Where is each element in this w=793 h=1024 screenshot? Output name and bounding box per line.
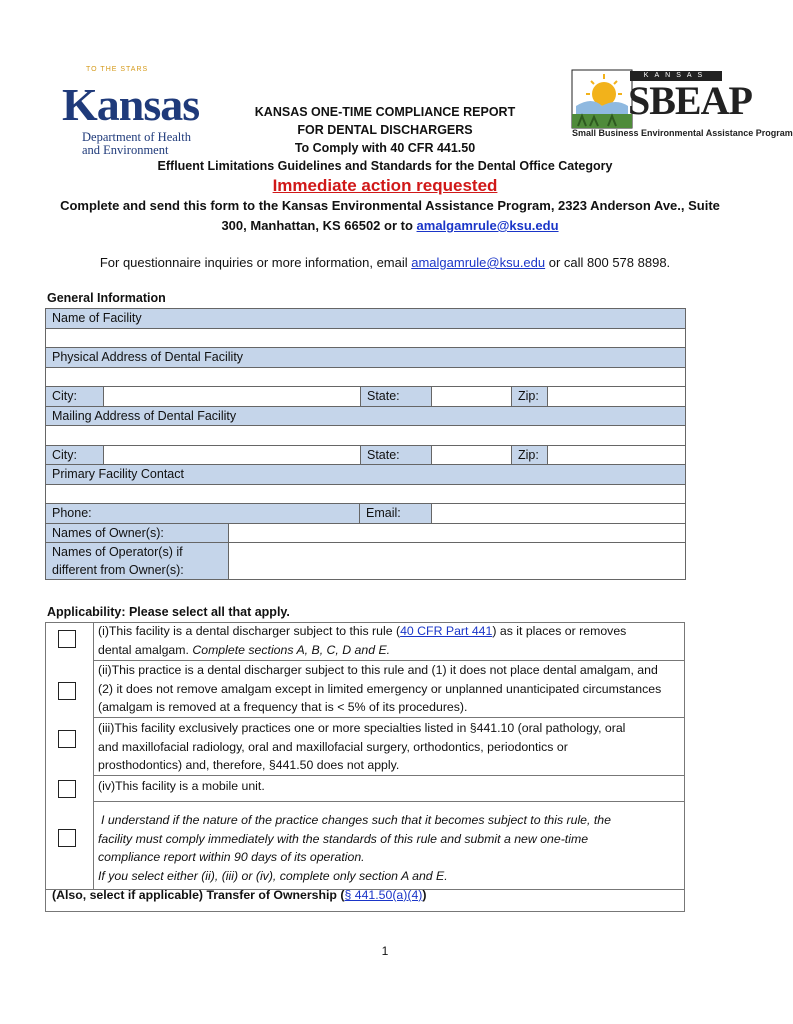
report-title-line3: To Comply with 40 CFR 441.50 (294, 141, 476, 155)
owners-label: Names of Owner(s): (46, 523, 229, 543)
acknowledgement-checkbox[interactable] (58, 829, 76, 847)
operators-field[interactable] (229, 543, 686, 580)
option-divider (94, 717, 685, 718)
option-iii-checkbox[interactable] (58, 730, 76, 748)
transfer-cfr-link[interactable]: § 441.50(a)(4) (344, 888, 423, 902)
sbeap-kansas-banner: KANSAS (630, 71, 722, 81)
option-i-text-a: (i)This facility is a dental discharger subject to this rule ( (98, 624, 401, 638)
physical-city-field[interactable] (104, 387, 361, 407)
option-i-text (98, 622, 688, 659)
option-i-checkbox[interactable] (58, 630, 76, 648)
applicability-column-divider (93, 622, 94, 890)
instructions-line2 (55, 216, 725, 236)
physical-state-label: State: (361, 387, 432, 407)
mailing-address-label: Mailing Address of Dental Facility (46, 406, 686, 426)
transfer-text: (Also, select if applicable) Transfer of Ownership ( (52, 888, 345, 902)
inquiry-text (0, 255, 770, 270)
acknowledgement-line2: facility must comply immediately with the standards of this rule and submit a new one-time (98, 831, 589, 846)
mailing-city-field[interactable] (104, 445, 361, 465)
option-iv-checkbox[interactable] (58, 780, 76, 798)
option-ii-text (98, 661, 688, 717)
phone-label: Phone: (46, 504, 360, 524)
sbeap-subtitle: Small Business Environmental Assistance Program (572, 128, 793, 138)
option-iii-text (98, 719, 688, 775)
cfr-part-441-link[interactable]: 40 CFR Part 441 (400, 624, 493, 638)
name-of-facility-label: Name of Facility (46, 309, 686, 329)
operators-label-line1: Names of Operator(s) if (52, 545, 183, 559)
page-number: 1 (381, 944, 389, 958)
kansas-logo: Kansas (62, 79, 200, 130)
mailing-zip-field[interactable] (548, 445, 686, 465)
physical-address-label: Physical Address of Dental Facility (46, 348, 686, 368)
option-divider (94, 801, 685, 802)
instructions-line2-text: 300, Manhattan, KS 66502 or to (221, 218, 417, 233)
option-iii-line2: and maxillofacial radiology, oral and maxillofacial surgery, orthodontics, periodontics or (98, 739, 568, 754)
acknowledgement-line1: I understand if the nature of the practice changes such that it becomes subject to this rule, the (101, 813, 611, 827)
owners-field[interactable] (229, 523, 686, 543)
inquiry-after: or call 800 578 8898. (545, 255, 671, 270)
option-iii-line1: (iii)This facility exclusively practices one or more specialties listed in §441.10 (oral pathology, oral (98, 721, 626, 735)
general-info-heading: General Information (47, 291, 166, 305)
physical-address-field[interactable] (46, 367, 686, 387)
acknowledgement-line4: If you select either (ii), (iii) or (iv), complete only section A and E. (98, 868, 448, 883)
instructions-line1: Complete and send this form to the Kansas Environmental Assistance Program, 2323 Anderson Ave., Suite (60, 198, 720, 213)
primary-contact-field[interactable] (46, 484, 686, 504)
transfer-close: ) (422, 888, 427, 902)
transfer-ownership-text (52, 888, 427, 902)
option-ii-line3: (amalgam is removed at a frequency that is < 5% of its procedures). (98, 700, 468, 714)
option-ii-line1: (ii)This practice is a dental discharger subject to this rule and (1) it does not place dental amalgam, and (98, 663, 658, 677)
kansas-dept-line2: and Environment (82, 143, 169, 157)
name-of-facility-field[interactable] (46, 328, 686, 348)
option-iii-line3: prosthodontics) and, therefore, §441.50 does not apply. (98, 758, 400, 772)
mailing-state-field[interactable] (432, 445, 512, 465)
mailing-state-label: State: (361, 445, 432, 465)
option-i-instruction: Complete sections A, B, C, D and E. (192, 642, 391, 657)
option-iv-text: (iv)This facility is a mobile unit. (98, 779, 265, 793)
general-info-table (45, 308, 686, 580)
send-instructions (55, 196, 725, 236)
option-ii-line2: (2) it does not remove amalgam except in limited emergency or unplanned unanticipated circumstances (98, 681, 662, 696)
mailing-address-field[interactable] (46, 426, 686, 446)
physical-city-label: City: (46, 387, 104, 407)
report-title-line4: Effluent Limitations Guidelines and Standards for the Dental Office Category (157, 159, 613, 173)
physical-zip-label: Zip: (512, 387, 548, 407)
report-title-line1: KANSAS ONE-TIME COMPLIANCE REPORT (254, 105, 516, 119)
sbeap-sun-icon (572, 70, 632, 128)
physical-state-field[interactable] (432, 387, 512, 407)
option-i-text-c: dental amalgam. (98, 642, 193, 657)
option-ii-checkbox[interactable] (58, 682, 76, 700)
sbeap-logo: SBEAP (628, 78, 752, 123)
email-field[interactable] (432, 504, 686, 524)
operators-label (46, 543, 229, 580)
inquiry-before: For questionnaire inquiries or more information, email (99, 255, 412, 270)
mailing-zip-label: Zip: (512, 445, 548, 465)
inquiry-email-link[interactable]: amalgamrule@ksu.edu (411, 255, 546, 270)
acknowledgement-text (98, 811, 688, 885)
kansas-dept-line1: Department of Health (82, 130, 191, 144)
report-title-line2: FOR DENTAL DISCHARGERS (297, 123, 473, 137)
operators-label-line2: different from Owner(s): (52, 563, 184, 577)
kansas-logo-arc-text: TO THE STARS (86, 66, 149, 73)
email-label: Email: (360, 504, 432, 524)
option-divider (94, 775, 685, 776)
acknowledgement-line3: compliance report within 90 days of its operation. (98, 850, 365, 864)
physical-zip-field[interactable] (548, 387, 686, 407)
instructions-email-link[interactable]: amalgamrule@ksu.edu (416, 218, 559, 233)
mailing-city-label: City: (46, 445, 104, 465)
urgent-notice: Immediate action requested (272, 176, 498, 195)
option-i-text-b: ) as it places or removes (492, 624, 627, 638)
primary-contact-label: Primary Facility Contact (46, 465, 686, 485)
applicability-heading: Applicability: Please select all that apply. (47, 605, 290, 619)
